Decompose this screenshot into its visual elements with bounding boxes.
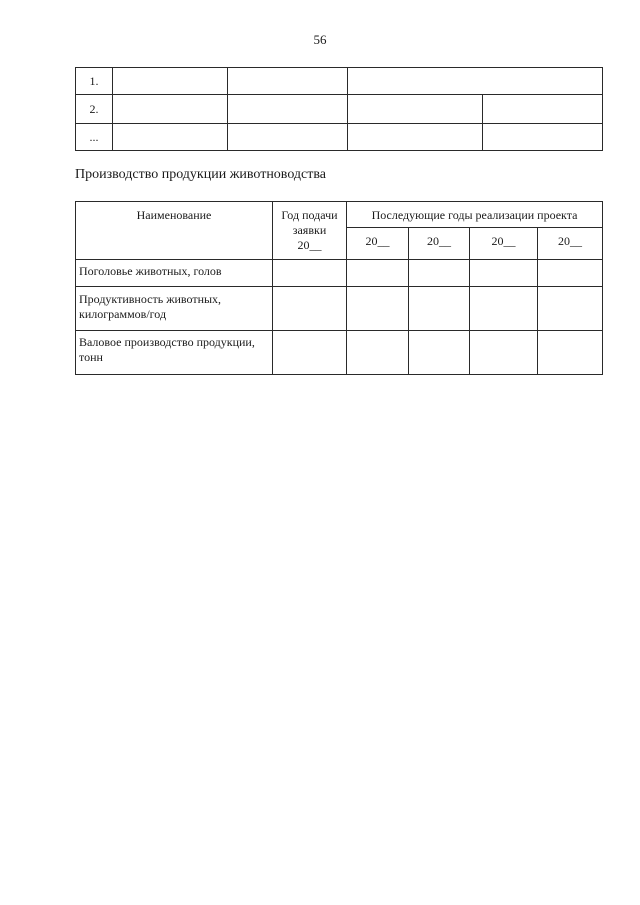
year-header: 20__ <box>409 228 470 260</box>
header-row <box>76 202 603 228</box>
table-cell <box>348 124 483 151</box>
column-header-application-year <box>273 202 347 260</box>
table-cell <box>538 331 603 375</box>
row-number: 2. <box>76 95 113 124</box>
continuation-table <box>75 67 603 151</box>
table-cell <box>538 260 603 287</box>
table-row <box>76 331 603 375</box>
table-row <box>76 124 603 151</box>
column-header-name: Наименование <box>76 202 273 260</box>
year-header: 20__ <box>538 228 603 260</box>
table-cell <box>409 287 470 331</box>
table-cell <box>483 95 603 124</box>
page-number: 56 <box>313 32 327 47</box>
table-row <box>76 68 603 95</box>
year-header: 20__ <box>470 228 538 260</box>
table-row <box>76 95 603 124</box>
row-number: ... <box>76 124 113 151</box>
table-cell <box>113 95 228 124</box>
table-cell <box>483 124 603 151</box>
table-row <box>76 260 603 287</box>
table-cell <box>113 124 228 151</box>
table-cell <box>470 287 538 331</box>
table-cell <box>348 68 603 95</box>
table-cell <box>273 287 347 331</box>
row-number: 1. <box>76 68 113 95</box>
table-cell <box>347 331 409 375</box>
table-cell <box>273 260 347 287</box>
table-cell <box>347 287 409 331</box>
table-cell <box>228 124 348 151</box>
application-year-line2: заявки <box>292 223 327 237</box>
row-label: Поголовье животных, голов <box>76 260 273 287</box>
row-label: Валовое производство продукции, тонн <box>76 331 273 375</box>
table-cell <box>347 260 409 287</box>
table-cell <box>113 68 228 95</box>
table-cell <box>409 260 470 287</box>
table-cell <box>348 95 483 124</box>
row-label: Продуктивность животных, килограммов/год <box>76 287 273 331</box>
table-row <box>76 287 603 331</box>
table-cell <box>409 331 470 375</box>
column-header-following-years: Последующие годы реализации проекта <box>347 202 603 228</box>
table-cell <box>228 68 348 95</box>
year-header: 20__ <box>347 228 409 260</box>
table-cell <box>470 260 538 287</box>
section-title: Производство продукции животноводства <box>75 167 327 182</box>
livestock-production-table <box>75 201 603 375</box>
application-year-line1: Год подачи <box>281 208 338 222</box>
table-cell <box>470 331 538 375</box>
table-cell <box>538 287 603 331</box>
application-year-value: 20__ <box>297 238 322 252</box>
table-cell <box>228 95 348 124</box>
table-cell <box>273 331 347 375</box>
